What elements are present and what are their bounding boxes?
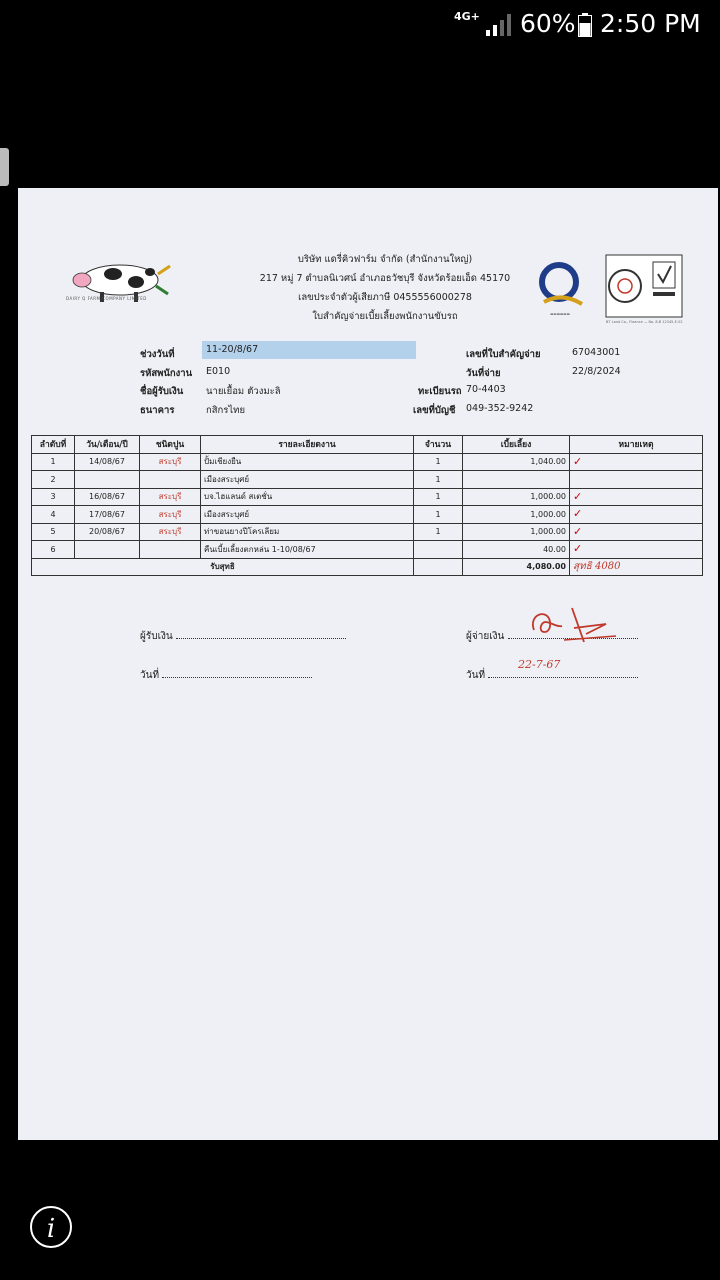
total-label: รับสุทธิ	[32, 558, 414, 576]
receiver-label: ผู้รับเงิน	[140, 631, 173, 642]
handwritten-date: 22-7-67	[518, 658, 561, 671]
quality-logo-caption: ▬▬▬▬▬▬	[550, 312, 570, 316]
payer-signature-icon	[526, 602, 618, 648]
edge-handle[interactable]	[0, 148, 9, 186]
row-date: 16/08/67	[75, 488, 140, 506]
row-no: 6	[32, 541, 75, 559]
row-detail: เมืองสระบุศย์	[201, 471, 414, 489]
row-qty: 1	[414, 523, 463, 541]
row-qty: 1	[414, 453, 463, 471]
row-qty	[414, 541, 463, 559]
row-note: ✓	[570, 523, 703, 541]
row-no: 3	[32, 488, 75, 506]
row-date: 14/08/67	[75, 453, 140, 471]
table-row	[32, 506, 703, 524]
pay-date-label: วันที่จ่าย	[466, 368, 501, 379]
battery-percent: 60%	[520, 9, 576, 38]
row-no: 2	[32, 471, 75, 489]
header-detail: รายละเอียดงาน	[201, 436, 414, 454]
row-qty: 1	[414, 488, 463, 506]
battery-icon	[578, 13, 592, 37]
document-title: ใบสำคัญจ่ายเบี้ยเลี้ยงพนักงานขับรถ	[312, 311, 458, 322]
voucher-no-value: 67043001	[572, 347, 621, 358]
company-name: บริษัท แดรี่คิวฟาร์ม จำกัด (สำนักงานใหญ่)	[297, 254, 473, 265]
tax-id: เลขประจำตัวผู้เสียภาษี 0455556000278	[298, 292, 472, 303]
row-detail: คืนเบี้ยเลี้ยงตกหล่น 1-10/08/67	[201, 541, 414, 559]
row-note: ✓	[570, 453, 703, 471]
account-label: เลขที่บัญชี	[413, 405, 456, 416]
status-bar	[0, 0, 720, 50]
row-amount: 40.00	[463, 541, 570, 559]
row-no: 1	[32, 453, 75, 471]
row-note	[570, 471, 703, 489]
info-button[interactable]: i	[30, 1206, 72, 1248]
employee-code-value: E010	[206, 366, 231, 377]
table-row	[32, 488, 703, 506]
allowance-table	[31, 435, 703, 576]
row-type: สระบุรี	[140, 453, 201, 471]
row-type: สระบุรี	[140, 488, 201, 506]
plate-value: 70-4403	[466, 384, 506, 395]
receiver-signature-line	[140, 629, 346, 644]
pay-date-value: 22/8/2024	[572, 366, 621, 377]
payee-label: ชื่อผู้รับเงิน	[140, 386, 184, 397]
row-date	[75, 471, 140, 489]
period-value: 11-20/8/67	[202, 341, 416, 359]
total-row	[32, 558, 703, 576]
date-label-right: วันที่	[466, 670, 486, 681]
header-qty: จำนวน	[414, 436, 463, 454]
bank-label: ธนาคาร	[140, 405, 175, 416]
table-row	[32, 541, 703, 559]
header-amount: เบี้ยเลี้ยง	[463, 436, 570, 454]
date-label-left: วันที่	[140, 670, 160, 681]
plate-label: ทะเบียนรถ	[418, 386, 462, 397]
row-detail: บจ.ไฮแลนด์ สเตชั่น	[201, 488, 414, 506]
row-no: 5	[32, 523, 75, 541]
row-type: สระบุรี	[140, 506, 201, 524]
row-qty: 1	[414, 506, 463, 524]
row-qty: 1	[414, 471, 463, 489]
logo-caption: DAIRY Q FARM COMPANY LIMITED	[66, 296, 147, 301]
clock: 2:50 PM	[600, 9, 701, 38]
signal-icon	[484, 14, 512, 36]
total-value: 4,080.00	[463, 558, 570, 576]
period-label: ช่วงวันที่	[140, 349, 175, 360]
row-note: ✓	[570, 541, 703, 559]
row-date: 17/08/67	[75, 506, 140, 524]
row-detail: ปั้มเชียงยืน	[201, 453, 414, 471]
quality-logo-icon	[532, 258, 587, 310]
handwritten-total: สุทธิ 4080	[570, 558, 703, 576]
network-indicator: 4G+	[454, 10, 480, 23]
account-value: 049-352-9242	[466, 403, 534, 414]
row-amount: 1,040.00	[463, 453, 570, 471]
row-note: ✓	[570, 488, 703, 506]
header-date: วัน/เดือน/ปี	[75, 436, 140, 454]
row-amount	[463, 471, 570, 489]
row-type	[140, 541, 201, 559]
employee-code-label: รหัสพนักงาน	[140, 368, 193, 379]
table-row	[32, 523, 703, 541]
row-type	[140, 471, 201, 489]
payee-value: นายเยื้อม ตัวงมะลิ	[206, 386, 281, 397]
payer-label: ผู้จ่ายเงิน	[466, 631, 505, 642]
row-amount: 1,000.00	[463, 523, 570, 541]
row-detail: ท่าขอนยางปีโครเลียม	[201, 523, 414, 541]
voucher-no-label: เลขที่ใบสำคัญจ่าย	[466, 349, 541, 360]
row-note: ✓	[570, 506, 703, 524]
table-header-row	[32, 436, 703, 454]
header-type: ชนิดปูน	[140, 436, 201, 454]
header-no: ลำดับที่	[32, 436, 75, 454]
table-row	[32, 471, 703, 489]
receiver-date-line	[140, 668, 312, 683]
certification-caption: BT Land Co., Fleance — No. 8-B 12345-E-02	[606, 320, 683, 324]
bank-value: กสิกรไทย	[206, 405, 246, 416]
row-no: 4	[32, 506, 75, 524]
row-date	[75, 541, 140, 559]
row-date: 20/08/67	[75, 523, 140, 541]
company-address: 217 หมู่ 7 ตำบลนิเวศน์ อำเภอธวัชบุรี จังหวัดร้อยเอ็ด 45170	[259, 273, 511, 284]
certification-logo-icon	[605, 254, 683, 318]
table-row	[32, 453, 703, 471]
header-note: หมายเหตุ	[570, 436, 703, 454]
row-amount: 1,000.00	[463, 488, 570, 506]
row-detail: เมืองสระบุศย์	[201, 506, 414, 524]
row-type: สระบุรี	[140, 523, 201, 541]
row-amount: 1,000.00	[463, 506, 570, 524]
document-page[interactable]	[18, 188, 718, 1140]
